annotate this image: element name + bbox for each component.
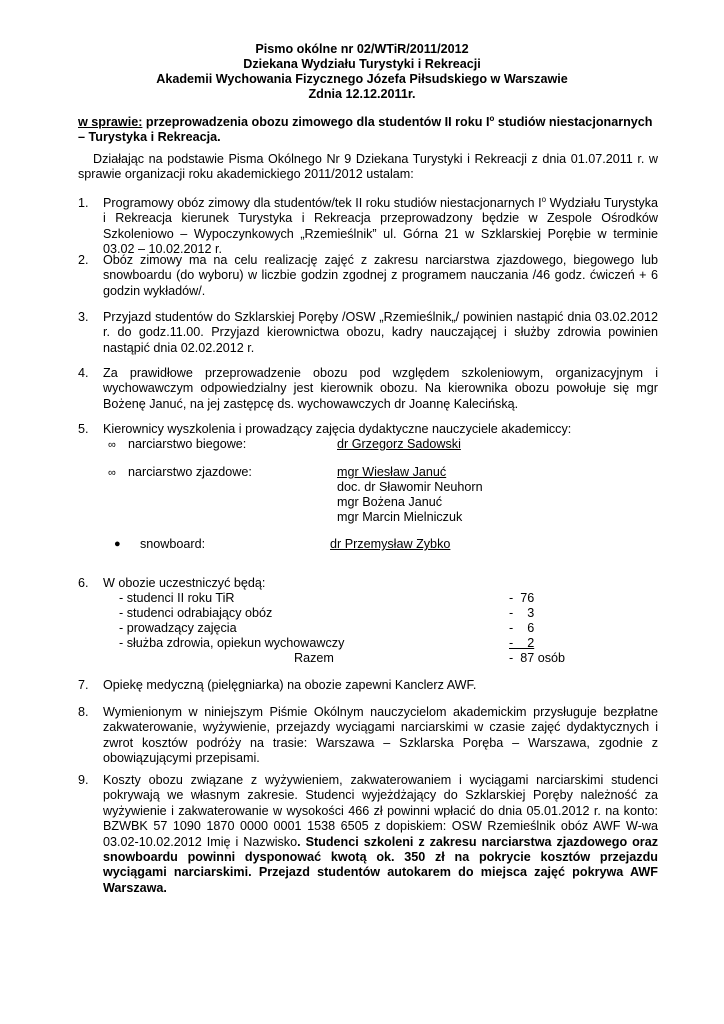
item-2 bbox=[78, 253, 658, 299]
item-number: 6. bbox=[78, 576, 89, 590]
subject-text-b: studiów niestacjonarnych – Turystyka i Rekreacja. bbox=[78, 115, 653, 145]
item-3 bbox=[78, 310, 658, 356]
item-3-text: Przyjazd studentów do Szklarskiej Poręby /OSW „Rzemieślnik„/ powinien nastąpić dnia 03.02.2012 r. do godz.11.00. Przyjazd kierownictwa obozu, kadry nauczającej i służby zdrowia powinien nastąpić dnia 02.02.2012 r. bbox=[103, 310, 658, 355]
item-number: 9. bbox=[78, 773, 89, 787]
item-8 bbox=[78, 705, 658, 767]
zjazdowe-name-1: mgr Wiesław Januć bbox=[337, 465, 447, 479]
item-9-text-a: Koszty obozu związane z wyżywieniem, zakwaterowaniem i wyciągami narciarskimi studenci pokrywają we własnym zakresie. Studenci wyjeżdżający do Szklarskiej Poręby należność za wyżywienie i zakwaterowanie w wysokości 466 zł powinni wpłacić do dnia 05.01.2012 r. na konto: BZWBK 57 1090 1870 0000 0001 1538 6505 z dopiskiem: OSW Rzemieślnik obóz AWF W-wa 03.02-10.02.2012 Imię i Nazwisko bbox=[103, 773, 658, 849]
snowboard-label: snowboard: bbox=[140, 537, 206, 551]
item-number: 7. bbox=[78, 678, 89, 692]
item-9 bbox=[78, 773, 658, 896]
intro-paragraph: Działając na podstawie Pisma Okólnego Nr 9 Dziekana Turystyki i Rekreacji z dnia 01.07.2011 r. w sprawie organizacji roku akademickiego 2011/2012 ustalam: bbox=[78, 152, 658, 182]
item-1-sup: o bbox=[541, 194, 547, 204]
subject-label: w sprawie: bbox=[78, 115, 143, 129]
biegowe-label: narciarstwo biegowe: bbox=[128, 437, 247, 451]
subject bbox=[78, 115, 658, 146]
total-value: - 87 osób bbox=[509, 651, 566, 665]
item-9-text-b: . Studenci szkoleni z zakresu narciarstwa zjazdowego oraz snowboardu powinni dysponować kwotą ok. 350 zł na pokrycie kosztów przejazdu wyciągami narciarskimi. Przejazd studentów autokarem do miejsca zajęć pokrywa AWF Warszawa. bbox=[103, 834, 658, 895]
participants-label: - prowadzący zajęcia bbox=[119, 621, 237, 635]
item-4-text: Za prawidłowe przeprowadzenie obozu pod względem szkoleniowym, organizacyjnym i wychowawczym odpowiedzialny jest kierownik obozu. Na kierownika obozu powołuje się mgr Bożenę Januć, na jej zastępcę ds. wychowawczych dr Joannę Kalecińską. bbox=[103, 366, 658, 411]
participants-value: - 3 bbox=[509, 606, 535, 620]
bullet-dot-icon: ● bbox=[114, 538, 121, 550]
participants-value: - 2 bbox=[509, 636, 535, 650]
item-6 bbox=[78, 576, 658, 591]
item-4 bbox=[78, 366, 658, 412]
item-1-text-b: Wydziału Turystyka i Rekreacja kierunek Turystyka i Rekreacja przeprowadzony będzie w Zespole Ośrodków Szkoleniowo – Wypoczynkowych „Rzemieślnik” ul. Górna 21 w Szklarskiej Porębie w terminie 03.02 – 10.02.2012 r. bbox=[103, 196, 658, 257]
item-7-text: Opiekę medyczną (pielęgniarka) na obozie zapewni Kanclerz AWF. bbox=[103, 678, 477, 692]
subject-text-a: przeprowadzenia obozu zimowego dla studentów II roku I bbox=[142, 115, 490, 129]
academy-line: Akademii Wychowania Fizycznego Józefa Piłsudskiego w Warszawie bbox=[156, 72, 568, 86]
item-2-text: Obóz zimowy ma na celu realizację zajęć z zakresu narciarstwa zjazdowego, biegowego lub snowboardu (do wyboru) w liczbie godzin zgodnej z programem nauczania /46 godz. ćwiczeń + 6 godzin wykładów/. bbox=[103, 253, 658, 298]
item-1 bbox=[78, 196, 658, 258]
item-number: 8. bbox=[78, 705, 89, 719]
total-label: Razem bbox=[294, 651, 334, 665]
zjazdowe-name-4: mgr Marcin Mielniczuk bbox=[337, 510, 463, 524]
participants-label: - studenci odrabiający obóz bbox=[119, 606, 273, 620]
item-6-text: W obozie uczestniczyć będą: bbox=[103, 576, 266, 590]
bullet-infinity-icon: ∞ bbox=[108, 467, 116, 479]
snowboard-name: dr Przemysław Zybko bbox=[330, 537, 451, 551]
issuer-line: Dziekana Wydziału Turystyki i Rekreacji bbox=[243, 57, 481, 71]
bullet-infinity-icon: ∞ bbox=[108, 439, 116, 451]
item-5-text: Kierownicy wyszkolenia i prowadzący zajęcia dydaktyczne nauczyciele akademiccy: bbox=[103, 422, 572, 436]
item-number: 1. bbox=[78, 196, 89, 210]
item-1-text-a: Programowy obóz zimowy dla studentów/tek II roku studiów niestacjonarnych I bbox=[103, 196, 542, 210]
item-5 bbox=[78, 422, 658, 437]
zjazdowe-label: narciarstwo zjazdowe: bbox=[128, 465, 252, 479]
item-number: 3. bbox=[78, 310, 89, 324]
participants-label: - służba zdrowia, opiekun wychowawczy bbox=[119, 636, 345, 650]
participants-value: - 6 bbox=[509, 621, 535, 635]
item-number: 4. bbox=[78, 366, 89, 380]
date-line: Zdnia 12.12.2011r. bbox=[308, 87, 416, 101]
item-number: 2. bbox=[78, 253, 89, 267]
item-8-text: Wymienionym w niniejszym Piśmie Okólnym nauczycielom akademickim przysługuje bezpłatne zakwaterowanie, wyżywienie, przejazdy wyciągami narciarskimi w czasie zajęć dydaktycznych i zwrot kosztów podróży na trasie: Warszawa – Szklarska Poręba – Warszawa, zgodnie z obowiązującymi przepisami. bbox=[103, 705, 658, 766]
zjazdowe-name-2: doc. dr Sławomir Neuhorn bbox=[337, 480, 483, 494]
participants-label: - studenci II roku TiR bbox=[119, 591, 235, 605]
subject-sup: o bbox=[489, 113, 495, 123]
zjazdowe-name-3: mgr Bożena Januć bbox=[337, 495, 443, 509]
item-7 bbox=[78, 678, 658, 693]
item-number: 5. bbox=[78, 422, 89, 436]
biegowe-name: dr Grzegorz Sadowski bbox=[337, 437, 461, 451]
letter-number: Pismo okólne nr 02/WTiR/2011/2012 bbox=[255, 42, 469, 56]
participants-value: - 76 bbox=[509, 591, 535, 605]
